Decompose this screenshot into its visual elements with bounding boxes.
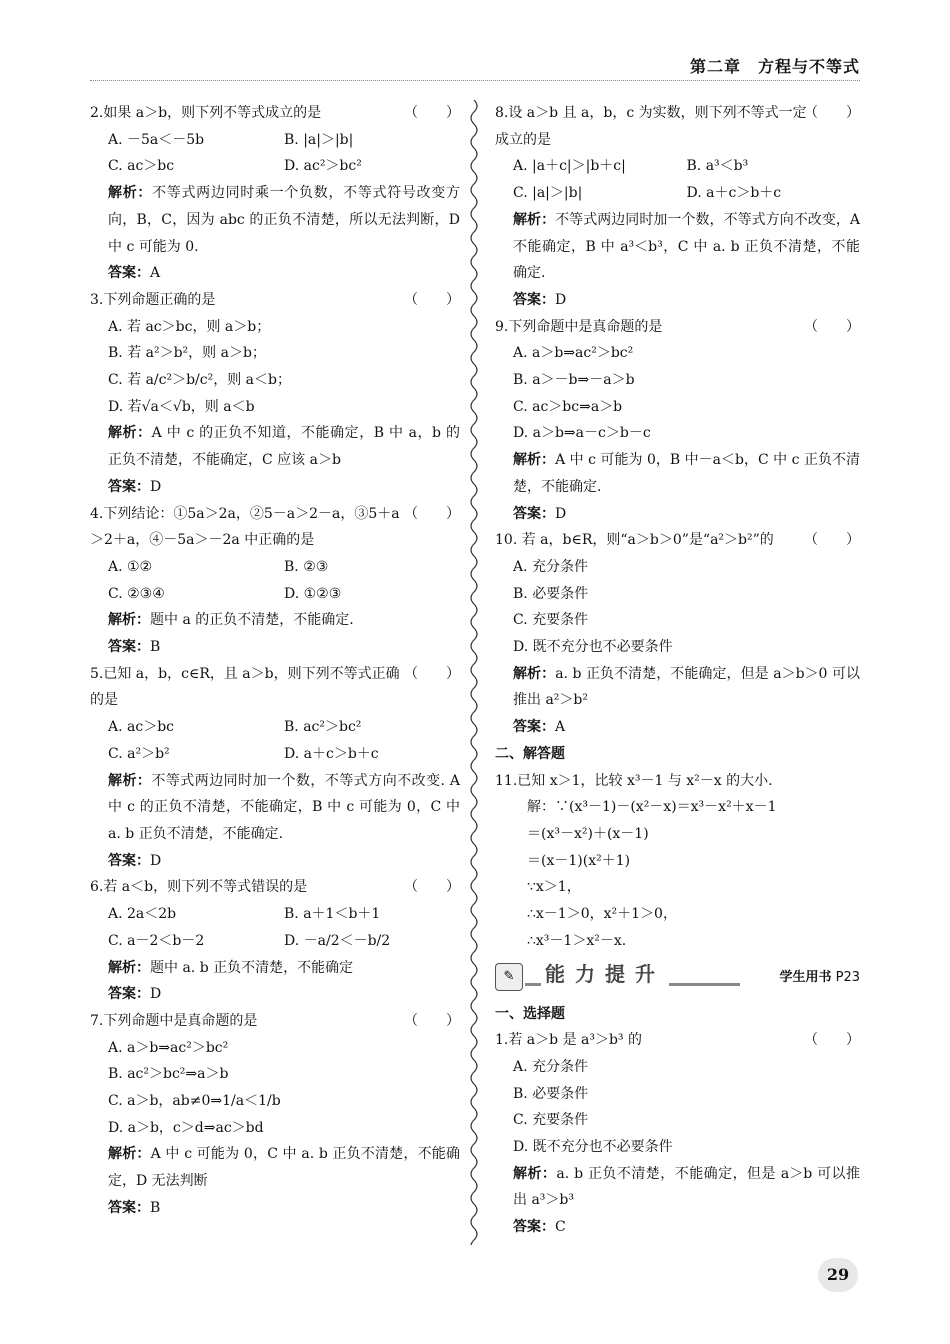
question-block <box>90 287 460 501</box>
option-text: D. a＞b⇒a－c＞b－c <box>513 425 651 442</box>
answer <box>90 474 460 501</box>
option-row <box>90 153 460 180</box>
page-header <box>90 52 860 82</box>
option-text: D. a＞b，c＞d⇒ac＞bd <box>108 1119 264 1136</box>
option-row <box>90 581 460 608</box>
column-divider-wave <box>467 100 481 1245</box>
option-text: D. a＋c＞b＋c <box>686 185 782 202</box>
option-text: D. 既不充分也不必要条件 <box>513 639 673 656</box>
analysis-text: 不等式两边同时乘一个负数，不等式符号改变方向，B，C，因为 abc 的正负不清楚，所以无法判断，D 中 c 可能为 0. <box>108 185 461 255</box>
question-block <box>495 768 860 955</box>
answer-label: 答案： <box>108 1199 150 1216</box>
option-text: B. 必要条件 <box>513 585 589 602</box>
analysis-label: 解析： <box>513 452 556 469</box>
option-text: B. ac²＞bc² <box>284 719 362 736</box>
question-stem: 11.已知 x＞1，比较 x³－1 与 x²－x 的大小. <box>495 772 773 789</box>
answer <box>90 981 460 1008</box>
analysis-label: 解析： <box>513 1165 557 1182</box>
option-text: B. 若 a²＞b²，则 a＞b； <box>108 345 266 362</box>
answer-parentheses: （ ） <box>404 1012 460 1029</box>
option-text: C. ac＞bc⇒a＞b <box>513 398 623 415</box>
option-text: B. 必要条件 <box>513 1085 589 1102</box>
solution-line: 解：∵(x³－1)－(x²－x)＝x³－x²＋x－1 <box>527 799 777 816</box>
page-number: 29 <box>818 1258 858 1292</box>
question-block <box>90 1008 460 1222</box>
analysis-label: 解析： <box>108 772 152 789</box>
question-stem: 4.下列结论：①5a＞2a，②5－a＞2－a，③5＋a＞2＋a，④－5a＞－2a 中正确的是 <box>90 505 400 549</box>
answer-label: 答案： <box>108 265 150 282</box>
analysis-label: 解析： <box>108 425 152 442</box>
answer-label: 答案： <box>513 1219 555 1236</box>
answer-text: D <box>150 852 162 869</box>
solution-line: ＝(x－1)(x²＋1) <box>527 852 631 869</box>
analysis-label: 解析： <box>108 185 153 202</box>
solution-line: ＝(x³－x²)＋(x－1) <box>527 825 649 842</box>
question-block <box>90 100 460 287</box>
question-stem: 1.若 a＞b 是 a³＞b³ 的 <box>495 1032 642 1049</box>
question-stem: 2.如果 a＞b，则下列不等式成立的是 <box>90 105 322 121</box>
option-text: A. ac＞bc <box>108 719 175 736</box>
answer-parentheses: （ ） <box>804 1032 860 1049</box>
answer <box>90 848 460 875</box>
question-stem: 5.已知 a，b，c∈R，且 a＞b，则下列不等式正确的是 <box>90 665 400 709</box>
answer-label: 答案： <box>513 291 555 308</box>
analysis <box>90 1141 460 1194</box>
answer-label: 答案： <box>108 986 150 1003</box>
pencil-icon: ✎ <box>495 963 523 991</box>
chapter-title: 第二章 方程与不等式 <box>689 57 860 76</box>
option-text: D. ac²＞bc² <box>284 158 362 175</box>
answer-parentheses: （ ） <box>404 879 460 896</box>
question-stem: 8.设 a＞b 且 a，b，c 为实数，则下列不等式一定成立的是 <box>495 105 807 148</box>
answer-label: 答案： <box>513 505 555 522</box>
analysis <box>90 955 460 982</box>
option-text: D. a＋c＞b＋c <box>284 745 379 762</box>
analysis <box>495 661 860 714</box>
left-column <box>90 100 460 1222</box>
option-text: A. 若 ac＞bc，则 a＞b； <box>108 318 271 335</box>
answer-parentheses: （ ） <box>404 105 460 121</box>
analysis-label: 解析： <box>108 959 150 976</box>
option-row <box>495 180 860 207</box>
analysis-label: 解析： <box>513 665 556 682</box>
solution-line: ∵x＞1， <box>527 879 581 896</box>
right-column <box>495 100 860 1241</box>
option-row <box>90 554 460 581</box>
answer <box>90 1195 460 1222</box>
option-text: B. ac²＞bc²⇒a＞b <box>108 1066 229 1083</box>
option-row <box>90 714 460 741</box>
answer <box>495 1214 860 1241</box>
option-text: A. 2a＜2b <box>108 906 177 923</box>
ability-banner <box>495 961 860 997</box>
analysis-text: 题中 a 的正负不清楚，不能确定. <box>150 612 354 629</box>
answer-text: B <box>150 639 161 656</box>
option-text: C. ac＞bc <box>108 158 175 175</box>
option-text: D. ①②③ <box>284 585 342 602</box>
analysis-text: 不等式两边同时加一个数，不等式方向不改变. A 中 c 的正负不清楚，不能确定，B 中 c 可能为 0，C 中 a. b 正负不清楚，不能确定. <box>108 772 460 842</box>
banner-ref-page: P23 <box>835 969 860 985</box>
answer-text: D <box>555 291 567 308</box>
answer-parentheses: （ ） <box>804 532 860 549</box>
question-block <box>495 100 860 314</box>
option-text: C. 若 a/c²＞b/c²，则 a＜b； <box>108 372 291 389</box>
answer-text: D <box>150 986 162 1003</box>
answer-text: A <box>150 265 161 282</box>
question-stem: 3.下列命题正确的是 <box>90 291 216 308</box>
analysis-label: 解析： <box>108 612 150 629</box>
question-block <box>90 661 460 875</box>
option-text: B. a＞－b⇒－a＞b <box>513 372 635 389</box>
solution-line: ∴x³－1＞x²－x. <box>527 932 627 949</box>
question-block <box>90 874 460 1008</box>
option-text: A. |a＋c|＞|b＋c| <box>513 158 626 175</box>
answer-label: 答案： <box>108 852 150 869</box>
answer-label: 答案： <box>108 639 150 656</box>
banner-title: 能力提升 <box>541 961 669 988</box>
option-text: A. a＞b⇒ac²＞bc² <box>108 1039 229 1056</box>
analysis <box>90 420 460 473</box>
banner-reference <box>779 965 860 992</box>
option-text: A. －5a＜－5b <box>108 131 205 148</box>
option-text: D. 既不充分也不必要条件 <box>513 1139 673 1156</box>
analysis <box>495 207 860 287</box>
analysis-text: a. b 正负不清楚，不能确定，但是 a＞b 可以推出 a³＞b³ <box>513 1165 861 1209</box>
option-text: A. ①② <box>108 558 153 575</box>
option-text: B. ②③ <box>284 558 329 575</box>
option-text: C. a－2＜b－2 <box>108 932 205 949</box>
analysis-text: A 中 c 可能为 0，C 中 a. b 正负不清楚，不能确定，D 无法判断 <box>108 1146 461 1190</box>
answer-parentheses: （ ） <box>404 665 460 682</box>
option-text: B. a³＜b³ <box>686 158 749 175</box>
option-row <box>90 928 460 955</box>
question-stem: 10. 若 a，b∈R，则“a＞b＞0”是“a²＞b²”的 <box>495 532 774 549</box>
option-text: A. 充分条件 <box>513 1058 589 1075</box>
analysis-text: A 中 c 的正负不知道，不能确定，B 中 a，b 的正负不清楚，不能确定，C 应该 a＞b <box>108 425 461 469</box>
option-text: B. a＋1＜b＋1 <box>284 906 381 923</box>
analysis-text: 题中 a. b 正负不清楚，不能确定 <box>150 959 354 976</box>
option-text: B. |a|＞|b| <box>284 131 354 148</box>
header-divider <box>90 80 860 81</box>
option-text: C. a＞b，ab≠0⇒1/a＜1/b <box>108 1093 281 1110</box>
analysis-text: A 中 c 可能为 0，B 中－a＜b，C 中 c 正负不清楚，不能确定. <box>513 452 861 495</box>
answer-parentheses: （ ） <box>804 105 860 121</box>
solution-line: ∴x－1＞0，x²＋1＞0， <box>527 906 677 923</box>
analysis <box>90 180 460 260</box>
answer <box>495 501 860 528</box>
answer-text: B <box>150 1199 161 1216</box>
answer-parentheses: （ ） <box>404 291 460 308</box>
answer <box>495 287 860 314</box>
option-text: C. |a|＞|b| <box>513 185 583 202</box>
answer-parentheses: （ ） <box>804 318 860 335</box>
question-stem: 9.下列命题中是真命题的是 <box>495 318 663 335</box>
analysis-label: 解析： <box>108 1146 151 1163</box>
option-row <box>90 901 460 928</box>
answer-label: 答案： <box>108 478 150 495</box>
answer-text: D <box>150 478 162 495</box>
option-row <box>90 741 460 768</box>
option-text: C. 充要条件 <box>513 612 589 629</box>
answer-text: C <box>555 1219 566 1236</box>
option-text: A. 充分条件 <box>513 558 589 575</box>
option-row <box>495 153 860 180</box>
analysis <box>495 447 860 500</box>
section-heading: 二、解答题 <box>495 745 565 762</box>
analysis-label: 解析： <box>513 211 556 228</box>
answer-text: D <box>555 505 567 522</box>
section-heading: 一、选择题 <box>495 1005 565 1022</box>
option-text: D. 若√a＜√b，则 a＜b <box>108 398 255 415</box>
question-block <box>90 501 460 661</box>
option-text: C. a²＞b² <box>108 745 170 762</box>
option-row <box>90 127 460 154</box>
analysis <box>90 768 460 848</box>
question-block <box>495 1027 860 1241</box>
analysis-text: 不等式两边同时加一个数，不等式方向不改变，A 不能确定，B 中 a³＜b³，C 中 a. b 正负不清楚，不能确定. <box>513 211 861 282</box>
option-text: C. ②③④ <box>108 585 165 602</box>
answer-label: 答案： <box>513 719 555 736</box>
banner-ref-label: 学生用书 <box>779 969 832 985</box>
answer <box>495 714 860 741</box>
answer-text: A <box>555 719 566 736</box>
option-text: D. －a/2＜－b/2 <box>284 932 391 949</box>
question-block <box>495 527 860 741</box>
question-block <box>495 314 860 528</box>
answer <box>90 260 460 287</box>
analysis <box>90 607 460 634</box>
answer-parentheses: （ ） <box>404 505 460 522</box>
question-stem: 7.下列命题中是真命题的是 <box>90 1012 258 1029</box>
answer <box>90 634 460 661</box>
option-text: A. a＞b⇒ac²＞bc² <box>513 345 634 362</box>
analysis-text: a. b 正负不清楚，不能确定，但是 a＞b＞0 可以推出 a²＞b² <box>513 665 861 709</box>
analysis <box>495 1161 860 1214</box>
question-stem: 6.若 a＜b，则下列不等式错误的是 <box>90 879 308 896</box>
option-text: C. 充要条件 <box>513 1112 589 1129</box>
